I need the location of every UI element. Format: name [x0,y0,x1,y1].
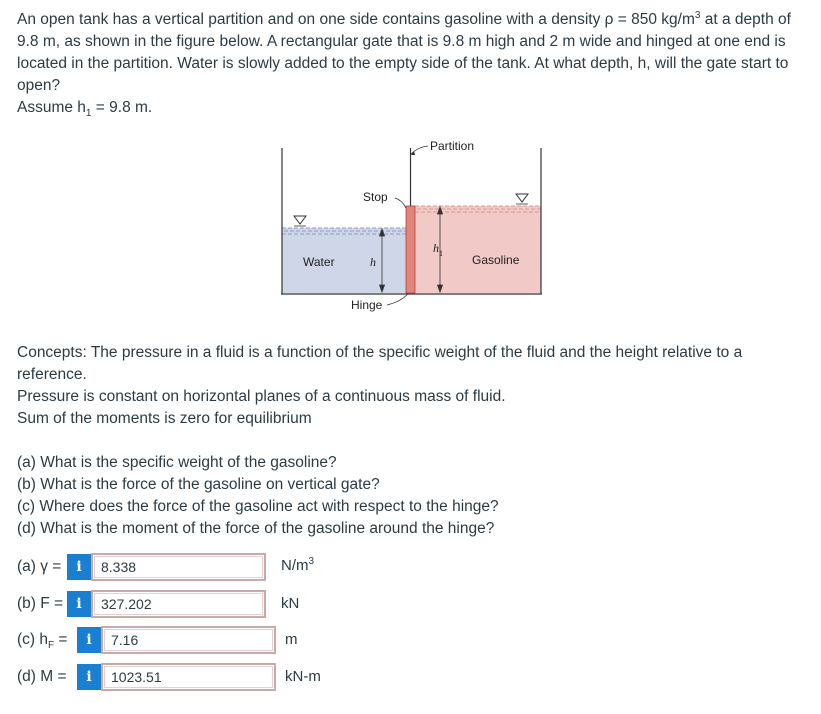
answer-d-unit: kN-m [285,668,321,685]
water-region [282,228,406,293]
concepts-block: Concepts: The pressure in a fluid is a function of the specific weight of the fluid and the height relative to a reference. Pressure is constant on horizontal planes of a continuous mass of fluid. Sum of the moments is zero for equilibrium [17,344,743,427]
info-icon[interactable]: i [67,591,91,617]
answer-b-label: (b) F = [17,595,64,612]
answer-a-unit: $N/m^3$ [281,556,315,574]
answer-c-label: (c) $h_F$ = [17,631,68,652]
partition-label: Partition [430,139,475,153]
question-d: (d) What is the moment of the force of the gasoline around the hinge? [17,520,495,537]
stop-leader [395,198,406,208]
answer-b-unit: kN [281,595,300,612]
answer-row-b [17,590,266,618]
answer-c-input[interactable] [101,626,276,654]
questions-block [17,452,499,540]
answer-row-a [17,553,266,581]
hinge-label: Hinge [351,298,383,312]
question-c: (c) Where does the force of the gasoline act with respect to the hinge? [17,498,499,515]
answer-c-unit: m [285,631,298,648]
answer-a-label: (a) γ = [17,558,62,575]
question-b: (b) What is the force of the gasoline on vertical gate? [17,476,380,493]
answer-d-label: (d) M = [17,668,67,685]
answer-b-input[interactable] [91,590,266,618]
water-surface-marker-icon [294,216,306,224]
stop-label: Stop [363,190,388,204]
info-icon[interactable]: i [67,554,91,580]
answer-d-input[interactable] [101,663,276,691]
problem-statement: An open tank has a vertical partition and on one side contains gasoline with a density ρ = 850 $kg/m^3$ at a depth of 9.8 m, as shown in the figure below. A rectangular gate that is 9.8 m high and 2 m wide and hinged at one end is located in the partition. Water is slowly added to the empty side of the tank. At what depth, h, will the gate start to open? Assume $h_1 = 9.8$ m. [17,9,791,120]
hinge-leader [387,294,408,305]
assumption: Assume $h_1 = 9.8$ m. [17,99,153,120]
gasoline-surface-marker-icon [516,194,528,202]
question-a: (a) What is the specific weight of the gasoline? [17,454,337,471]
tank-figure [270,138,560,323]
info-icon[interactable]: i [77,627,101,653]
gate [406,206,415,293]
h-label: h [370,255,376,269]
answer-a-input[interactable] [91,553,266,581]
gasoline-label: Gasoline [472,253,520,267]
water-label: Water [303,255,335,269]
info-icon[interactable]: i [77,664,101,690]
answer-row-c [17,626,276,654]
h1-label: $h_1$ [433,241,443,258]
answer-row-d [17,663,276,691]
